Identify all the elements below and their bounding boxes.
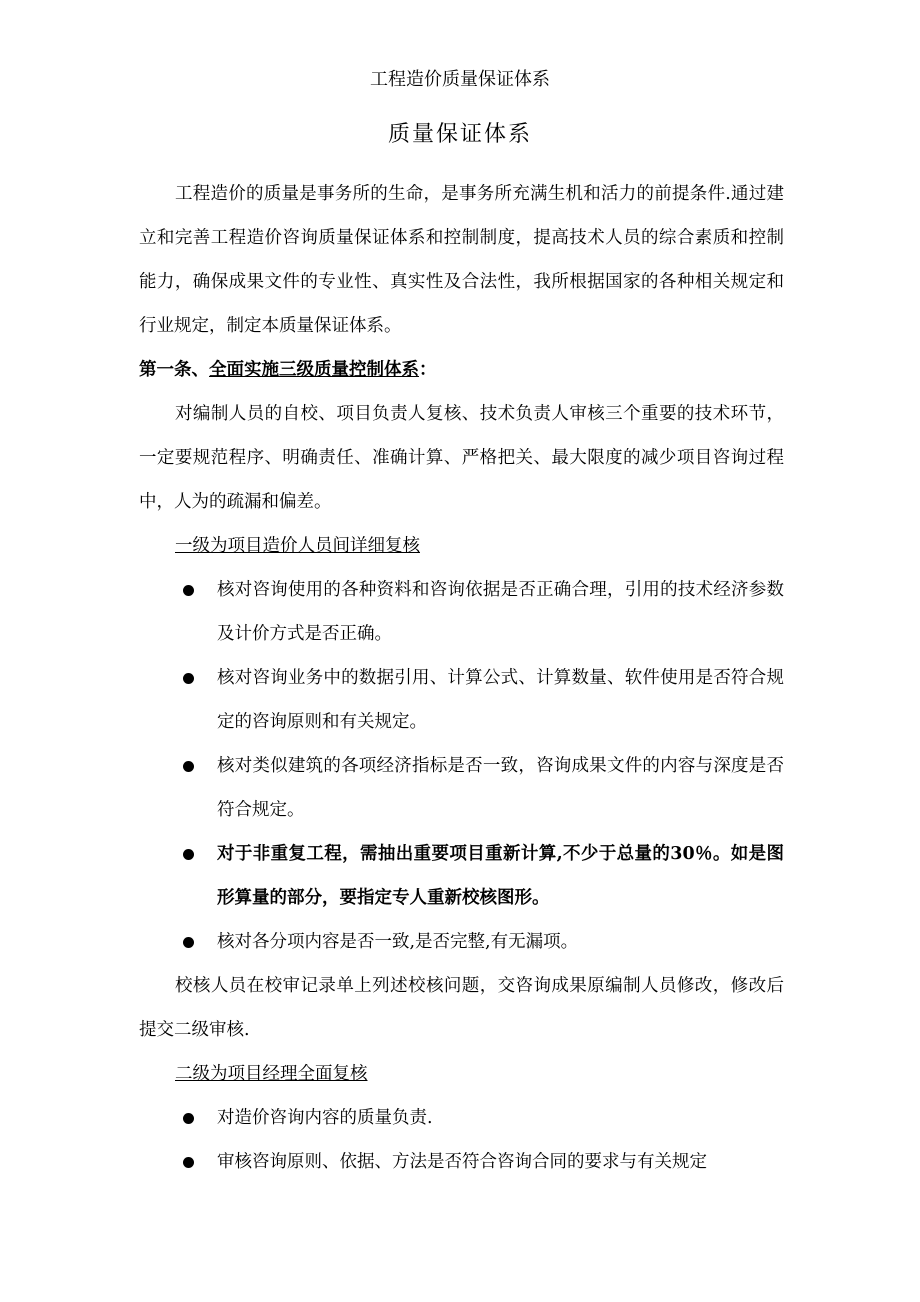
list-item <box>139 920 784 964</box>
article-1-prefix: 第一条、 <box>139 360 209 380</box>
article-1-intro: 对编制人员的自校、项目负责人复核、技术负责人审核三个重要的技术环节，一定要规范程序、明确责任、准确计算、严格把关、最大限度的减少项目咨询过程中，人为的疏漏和偏差。 <box>139 404 784 512</box>
list-item <box>139 1096 784 1140</box>
article-1-heading <box>139 348 784 392</box>
article-1-suffix: ： <box>419 360 437 380</box>
list-item-text: 核对咨询使用的各种资料和咨询依据是否正确合理，引用的技术经济参数及计价方式是否正确。 <box>217 580 784 644</box>
level-2-heading: 二级为项目经理全面复核 <box>175 1064 368 1084</box>
list-item <box>139 568 784 656</box>
bullet-dot-icon <box>183 937 194 948</box>
level-1-heading: 一级为项目造价人员间详细复核 <box>175 536 420 556</box>
article-1-title: 全面实施三级质量控制体系 <box>209 360 419 380</box>
list-item-text: 对于非重复工程，需抽出重要项目重新计算,不少于总量的30％。如是图形算量的部分，要指定专人重新校核图形。 <box>217 844 784 908</box>
list-item <box>139 1140 784 1184</box>
level-2-list <box>139 1096 784 1184</box>
list-item-text: 核对各分项内容是否一致,是否完整,有无漏项。 <box>217 932 579 952</box>
page-header: 工程造价质量保证体系 <box>370 69 550 90</box>
document-body <box>139 172 784 1184</box>
level-1-closing: 校核人员在校审记录单上列述校核问题，交咨询成果原编制人员修改，修改后提交二级审核. <box>139 976 784 1040</box>
level-1-list <box>139 568 784 964</box>
list-item <box>139 656 784 744</box>
bullet-dot-icon <box>183 849 194 860</box>
list-item-text: 核对咨询业务中的数据引用、计算公式、计算数量、软件使用是否符合规定的咨询原则和有关规定。 <box>217 668 784 732</box>
intro-paragraph: 工程造价的质量是事务所的生命，是事务所充满生机和活力的前提条件.通过建立和完善工程造价咨询质量保证体系和控制制度，提高技术人员的综合素质和控制能力，确保成果文件的专业性、真实性及合法性，我所根据国家的各种相关规定和行业规定，制定本质量保证体系。 <box>139 184 784 336</box>
list-item <box>139 832 784 920</box>
list-item <box>139 744 784 832</box>
bullet-dot-icon <box>183 585 194 596</box>
bullet-dot-icon <box>183 673 194 684</box>
list-item-text: 审核咨询原则、依据、方法是否符合咨询合同的要求与有关规定 <box>217 1152 707 1172</box>
document-title: 质量保证体系 <box>387 122 532 147</box>
bullet-dot-icon <box>183 1113 194 1124</box>
bullet-dot-icon <box>183 761 194 772</box>
list-item-text: 核对类似建筑的各项经济指标是否一致，咨询成果文件的内容与深度是否符合规定。 <box>217 756 784 820</box>
list-item-text: 对造价咨询内容的质量负责. <box>217 1108 433 1128</box>
bullet-dot-icon <box>183 1157 194 1168</box>
